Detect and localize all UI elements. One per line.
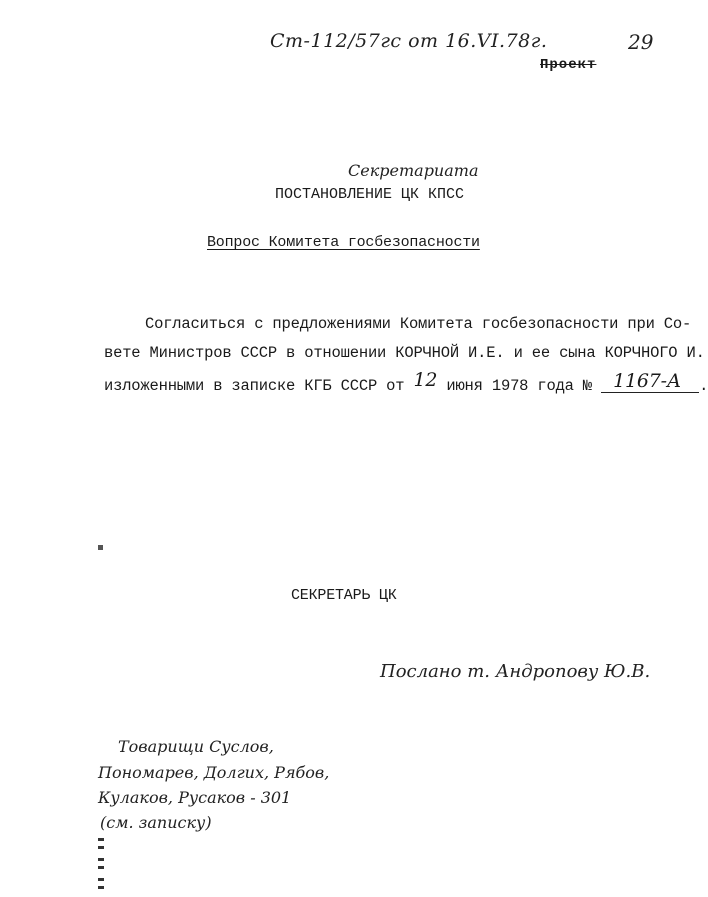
- page-number: 29: [628, 30, 654, 54]
- recipients-line-1: Товарищи Суслов,: [118, 737, 274, 756]
- margin-scan-mark: [98, 846, 104, 849]
- margin-scan-mark: [98, 838, 104, 841]
- recipients-line-4: (см. записку): [100, 813, 212, 832]
- margin-scan-mark: [98, 866, 104, 869]
- subject-heading: Вопрос Комитета госбезопасности: [207, 234, 480, 251]
- body-line-3-end: .: [699, 377, 708, 395]
- document-title: ПОСТАНОВЛЕНИЕ ЦК КПСС: [275, 186, 465, 203]
- project-label-struck: Проект: [540, 57, 597, 73]
- body-line-3-middle: июня 1978 года №: [446, 377, 592, 395]
- title-handwritten-insertion: Секретариата: [348, 161, 479, 180]
- body-line-1: Согласиться с предложениями Комитета госбезопасности при Со-: [145, 315, 692, 333]
- margin-scan-mark: [98, 878, 104, 881]
- body-line-3-prefix: изложенными в записке КГБ СССР от: [104, 377, 405, 395]
- handwritten-day: 12: [413, 369, 438, 391]
- signature-title: СЕКРЕТАРЬ ЦК: [291, 587, 397, 604]
- margin-scan-mark: [98, 886, 104, 889]
- recipients-line-2: Пономарев, Долгих, Рябов,: [98, 763, 330, 782]
- margin-mark: [98, 545, 103, 550]
- registration-reference: Ст-112/57гс от 16.VI.78г.: [270, 30, 548, 52]
- recipients-line-3: Кулаков, Русаков - 301: [98, 788, 292, 807]
- margin-scan-mark: [98, 858, 104, 861]
- sent-note: Послано т. Андропову Ю.В.: [380, 661, 651, 682]
- body-line-3: [104, 369, 708, 396]
- body-line-2: вете Министров СССР в отношении КОРЧНОЙ И.Е. и ее сына КОРЧНОГО И.: [104, 344, 705, 362]
- handwritten-document-number: 1167-А: [601, 370, 699, 393]
